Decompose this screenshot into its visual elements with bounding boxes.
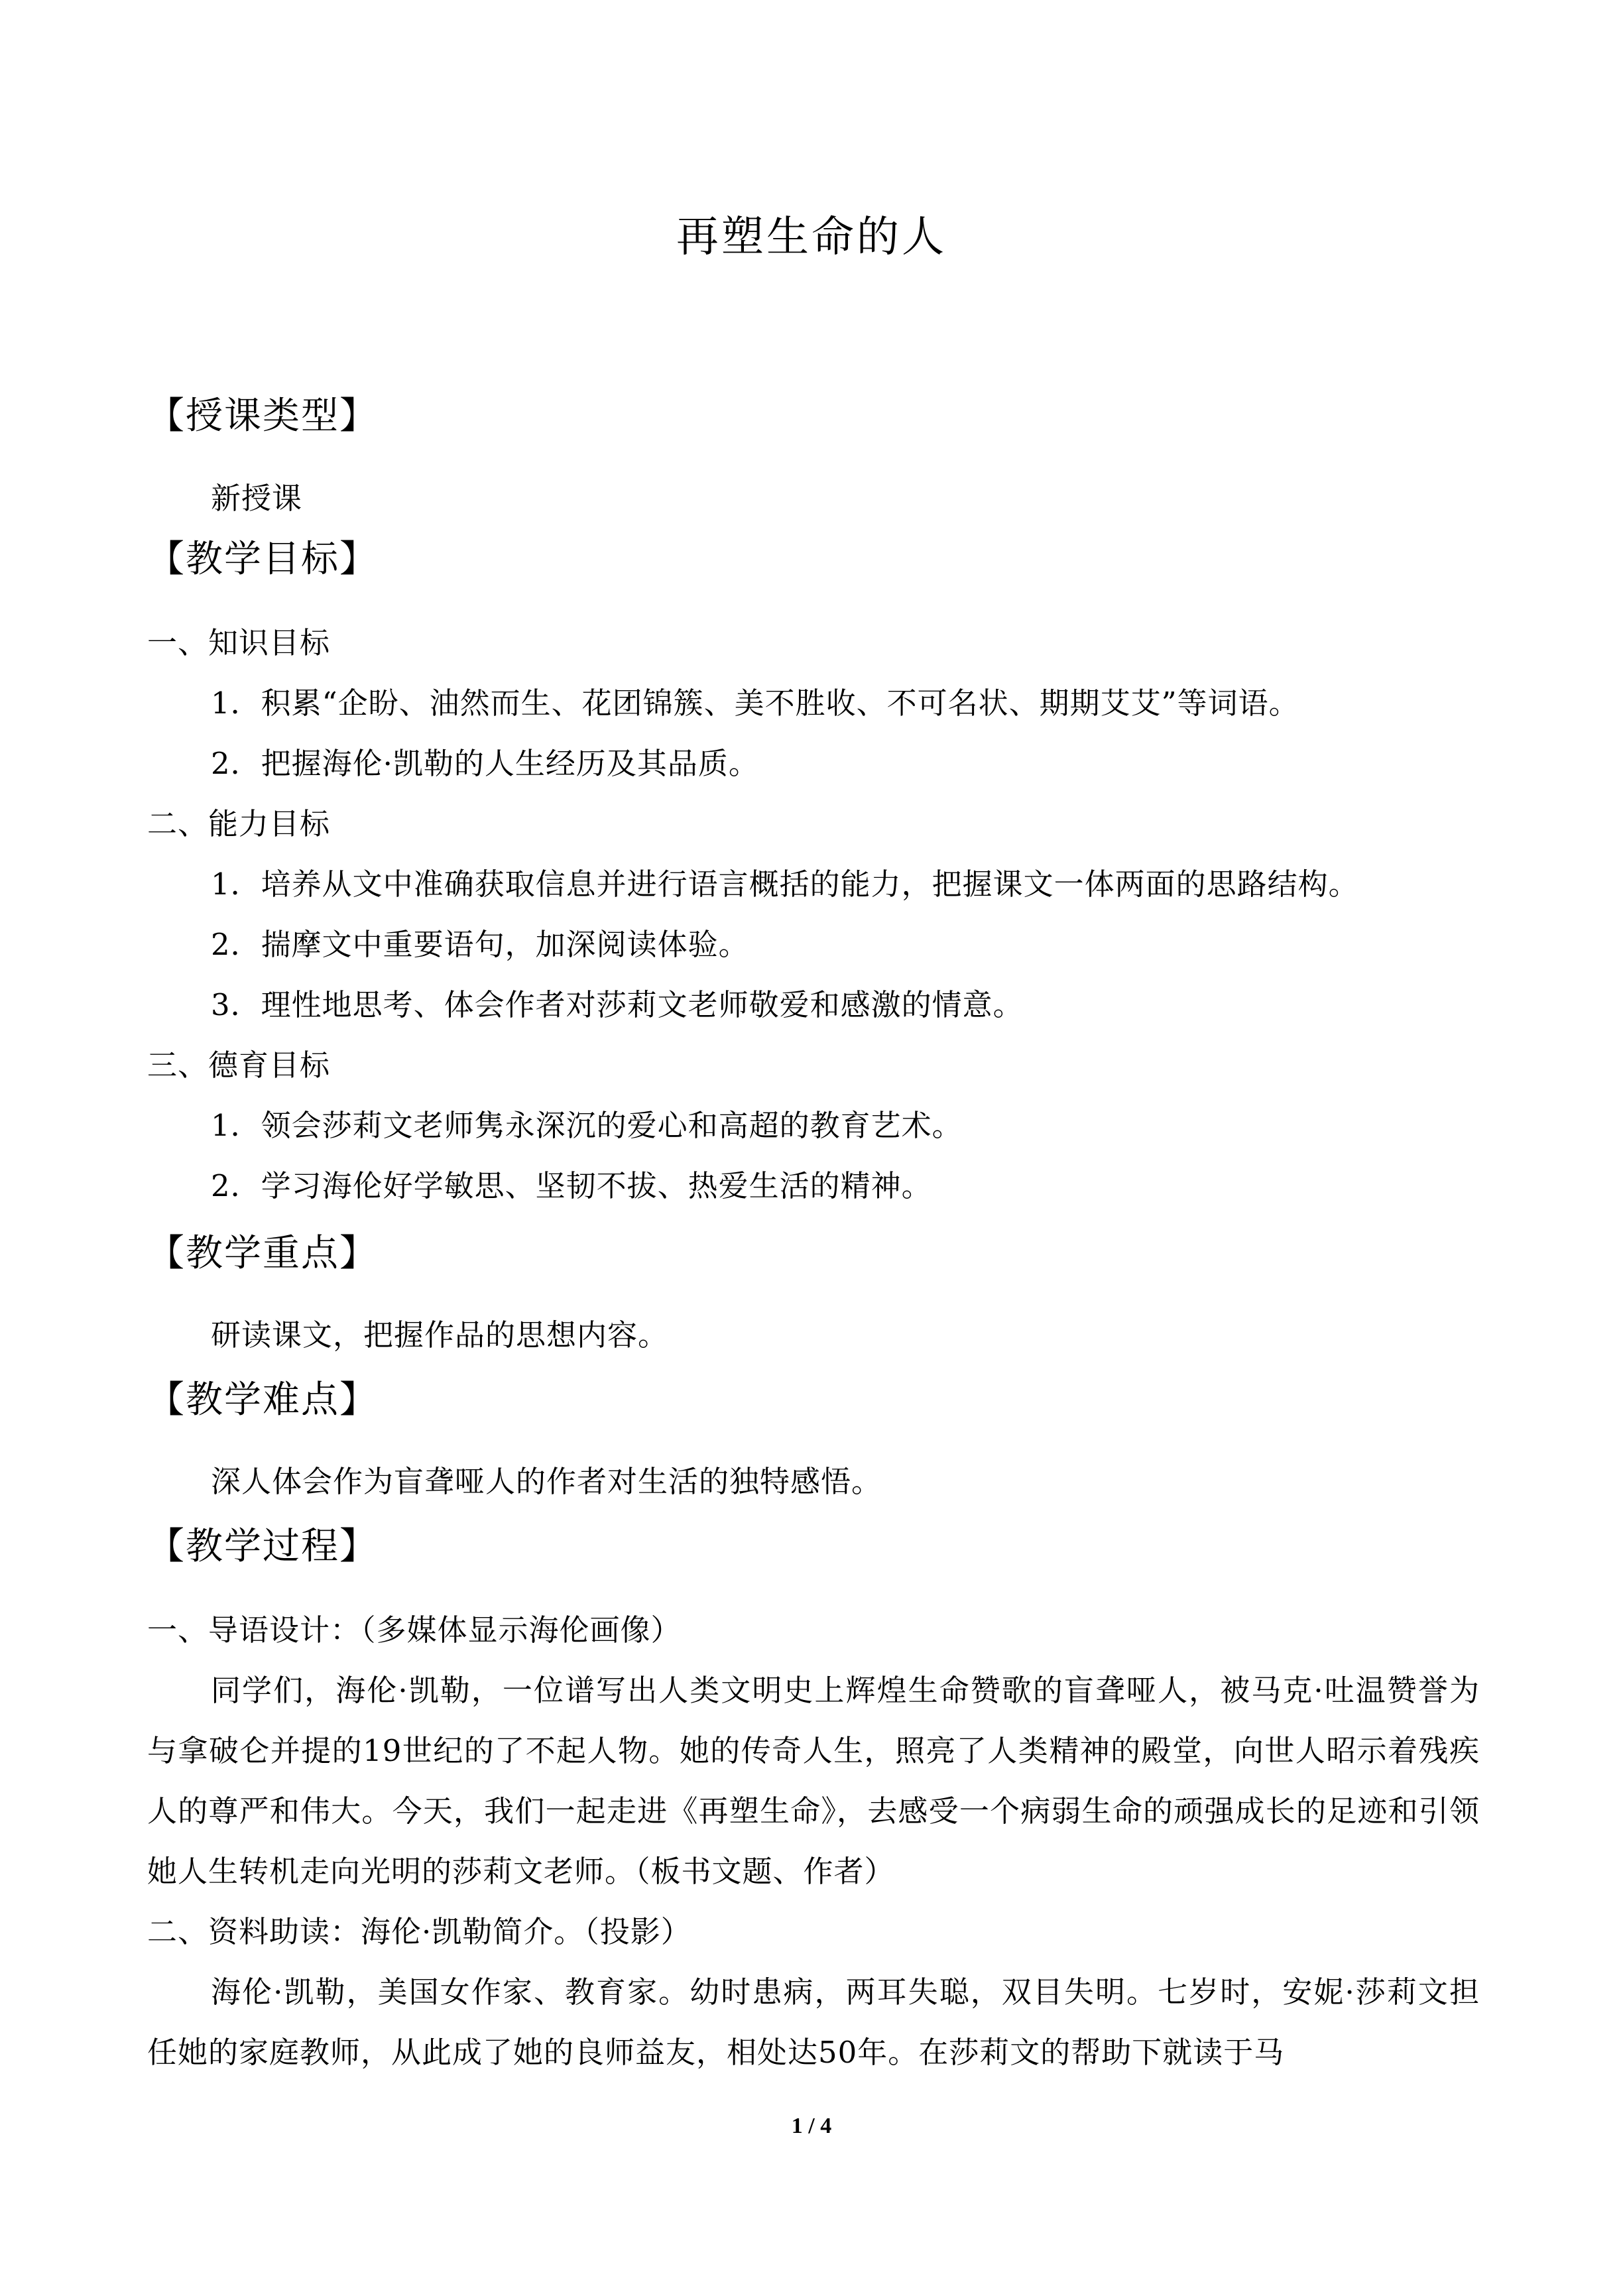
ability-item-3: 3．理性地思考、体会作者对莎莉文老师敬爱和感激的情意。	[211, 987, 1024, 1022]
knowledge-item-2: 2．把握海伦·凯勒的人生经历及其品质。	[211, 746, 759, 781]
ability-item-1: 1．培养从文中准确获取信息并进行语言概括的能力，把握课文一体两面的思路结构。	[211, 867, 1359, 902]
section-heading-goals: 【教学目标】	[147, 538, 378, 581]
knowledge-heading: 一、知识目标	[147, 625, 331, 660]
page-title: 再塑生命的人	[676, 213, 947, 262]
ability-heading: 二、能力目标	[147, 806, 331, 841]
material-paragraph: 海伦·凯勒，美国女作家、教育家。幼时患病，两耳失聪，双目失明。七岁时，安妮·莎莉文担任她的家庭教师，从此成了她的良师益友，相处达50年。在莎莉文的帮助下就读于马	[147, 1974, 1480, 2070]
section-heading-process: 【教学过程】	[147, 1525, 378, 1568]
key-value: 研读课文，把握作品的思想内容。	[211, 1317, 669, 1353]
ability-item-2: 2．揣摩文中重要语句，加深阅读体验。	[211, 927, 749, 962]
intro-paragraph: 同学们，海伦·凯勒，一位谱写出人类文明史上辉煌生命赞歌的盲聋哑人，被马克·吐温赞誉为与拿破仑并提的19世纪的了不起人物。她的传奇人生，照亮了人类精神的殿堂，向世人昭示着残疾人的尊严和伟大。今天，我们一起走进《再塑生命》，去感受一个病弱生命的顽强成长的足迹和引领她人生转机走向光明的莎莉文老师。（板书文题、作者）	[147, 1673, 1480, 1889]
knowledge-item-1: 1．积累“企盼、油然而生、花团锦簇、美不胜收、不可名状、期期艾艾”等词语。	[211, 686, 1299, 721]
page-indicator: 1 / 4	[791, 2114, 832, 2138]
moral-item-1: 1．领会莎莉文老师隽永深沉的爱心和高超的教育艺术。	[211, 1108, 963, 1143]
type-value: 新授课	[211, 481, 303, 516]
moral-heading: 三、德育目标	[147, 1048, 331, 1083]
difficulty-value: 深人体会作为盲聋哑人的作者对生活的独特感悟。	[211, 1464, 882, 1499]
section-heading-key: 【教学重点】	[147, 1232, 378, 1275]
intro-heading: 一、导语设计：（多媒体显示海伦画像）	[147, 1612, 682, 1648]
section-heading-difficulty: 【教学难点】	[147, 1378, 378, 1421]
section-heading-type: 【授课类型】	[147, 394, 378, 438]
material-heading: 二、资料助读：海伦·凯勒简介。（投影）	[147, 1914, 691, 1949]
moral-item-2: 2．学习海伦好学敏思、坚韧不拔、热爱生活的精神。	[211, 1168, 932, 1203]
